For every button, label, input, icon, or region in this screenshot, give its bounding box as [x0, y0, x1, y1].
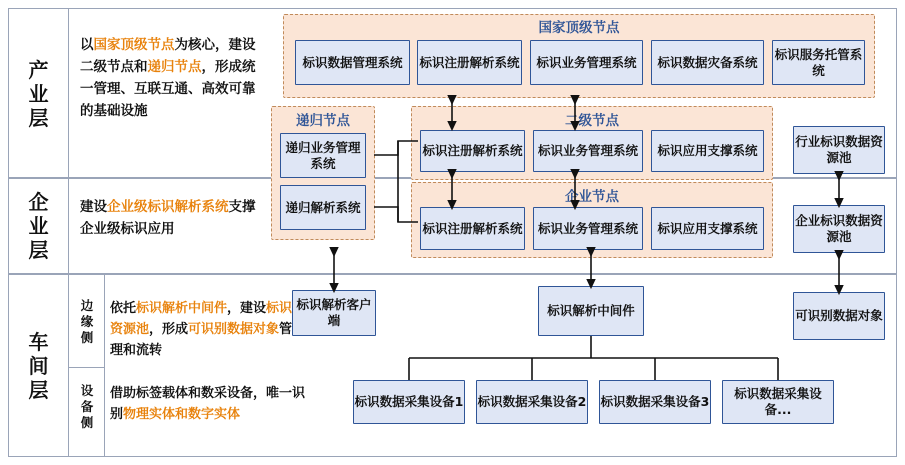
- node-resolution-middleware[interactable]: 标识解析中间件: [538, 286, 644, 336]
- label-industry-c2: 业: [28, 82, 50, 106]
- label-industry-c3: 层: [28, 106, 50, 130]
- node-industry-data-pool[interactable]: 行业标识数据资源池: [793, 126, 885, 174]
- label-edge-c2: 缘: [80, 314, 94, 329]
- label-industry-c1: 产: [28, 58, 50, 82]
- node-enterprise-2[interactable]: 标识应用支撑系统: [651, 207, 764, 250]
- label-workshop-layer: [12, 330, 66, 402]
- node-resolution-client[interactable]: 标识解析客户端: [292, 290, 376, 336]
- group-national-title: 国家顶级节点: [538, 20, 620, 36]
- node-national-0[interactable]: 标识数据管理系统: [295, 40, 410, 85]
- desc-edge-hl1: 标识解析中间件: [136, 301, 228, 316]
- node-recursive-1[interactable]: 递归解析系统: [280, 185, 366, 230]
- band-divider-industry: [68, 8, 69, 178]
- label-enterprise-c3: 层: [28, 238, 50, 262]
- group-enterprise-node-title: 企业节点: [565, 189, 619, 205]
- workshop-sub-divider: [104, 274, 105, 457]
- node-enterprise-data-pool[interactable]: 企业标识数据资源池: [793, 205, 885, 253]
- desc-device-hl1: 物理实体和数字实体: [123, 407, 241, 422]
- label-device-c1: 设: [80, 383, 94, 398]
- node-national-2[interactable]: 标识业务管理系统: [530, 40, 643, 85]
- node-national-3[interactable]: 标识数据灾备系统: [651, 40, 764, 85]
- desc-enterprise-hl1: 企业级标识解析系统: [107, 199, 229, 215]
- label-edge-side: [72, 298, 102, 346]
- label-enterprise-c1: 企: [28, 190, 50, 214]
- label-device-side: [72, 383, 102, 431]
- band-divider-enterprise: [68, 178, 69, 274]
- desc-industry-hl1: 国家顶级节点: [93, 37, 175, 53]
- node-national-1[interactable]: 标识注册解析系统: [417, 40, 522, 85]
- node-enterprise-0[interactable]: 标识注册解析系统: [420, 207, 525, 250]
- node-collect-device-3[interactable]: 标识数据采集设备3: [599, 380, 711, 424]
- workshop-sub-hline: [68, 367, 104, 368]
- label-device-c2: 备: [80, 399, 94, 414]
- desc-industry-hl2: 递归节点: [147, 59, 202, 75]
- node-collect-device-4[interactable]: 标识数据采集设备...: [722, 380, 834, 424]
- label-workshop-c3: 层: [28, 378, 50, 402]
- node-identifiable-data-object[interactable]: 可识别数据对象: [793, 292, 885, 340]
- node-collect-device-1[interactable]: 标识数据采集设备1: [353, 380, 465, 424]
- node-recursive-0[interactable]: 递归业务管理系统: [280, 133, 366, 178]
- label-enterprise-layer: [12, 190, 66, 262]
- node-secondary-1[interactable]: 标识业务管理系统: [533, 130, 643, 172]
- desc-edge-hl2: 标识资源池: [110, 301, 293, 337]
- label-enterprise-c2: 业: [28, 214, 50, 238]
- label-workshop-c2: 间: [28, 354, 50, 378]
- label-edge-c1: 边: [80, 298, 94, 313]
- label-device-c3: 侧: [80, 415, 94, 430]
- node-collect-device-2[interactable]: 标识数据采集设备2: [476, 380, 588, 424]
- label-industry-layer: [12, 58, 66, 130]
- band-divider-workshop: [68, 274, 69, 457]
- desc-edge: 依托标识解析中间件，建设标识资源池，形成可识别数据对象管理和流转: [110, 301, 293, 358]
- node-enterprise-1[interactable]: 标识业务管理系统: [533, 207, 643, 250]
- node-secondary-0[interactable]: 标识注册解析系统: [420, 130, 525, 172]
- group-recursive-title: 递归节点: [296, 113, 350, 129]
- label-edge-c3: 侧: [80, 330, 94, 345]
- label-workshop-c1: 车: [28, 330, 50, 354]
- node-national-4[interactable]: 标识服务托管系统: [772, 40, 865, 85]
- desc-enterprise: 建设企业级标识解析系统支撑企业级标识应用: [80, 199, 256, 237]
- node-secondary-2[interactable]: 标识应用支撑系统: [651, 130, 764, 172]
- desc-edge-hl3: 可识别数据对象: [188, 322, 280, 337]
- desc-device: 借助标签载体和数采设备，唯一识别物理实体和数字实体: [110, 386, 306, 422]
- group-secondary-title: 二级节点: [565, 113, 619, 129]
- desc-industry: 以国家顶级节点为核心，建设二级节点和递归节点，形成统一管理、互联互通、高效可靠的基础设施: [80, 37, 256, 119]
